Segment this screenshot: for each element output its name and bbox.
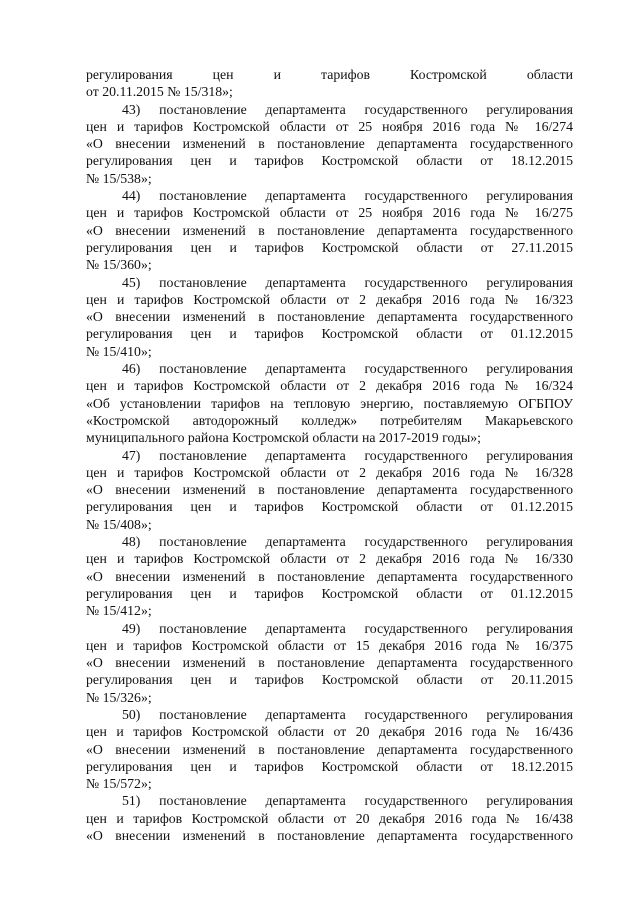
text-line: «О внесении изменений в постановление департамента государственного [86, 482, 573, 498]
text-line: цен и тарифов Костромской области от 2 декабря 2016 года № 16/330 [86, 551, 573, 567]
list-item-45 [86, 274, 573, 360]
text-line: регулирования цен и тарифов Костромской области от 18.12.2015 [86, 153, 573, 169]
list-item-50 [86, 706, 573, 792]
text-line: цен и тарифов Костромской области от 25 ноября 2016 года № 16/275 [86, 205, 573, 221]
text-line: № 15/410»; [86, 343, 152, 359]
text-line: 47) постановление департамента государственного регулирования [122, 447, 573, 463]
text-line: № 15/538»; [86, 170, 152, 186]
text-line: № 15/572»; [86, 776, 152, 792]
text-line: цен и тарифов Костромской области от 2 декабря 2016 года № 16/324 [86, 378, 573, 394]
text-line: регулирования цен и тарифов Костромской области от 18.12.2015 [86, 758, 573, 774]
text-line: регулирования цен и тарифов Костромской области от 01.12.2015 [86, 585, 573, 601]
text-line: 46) постановление департамента государственного регулирования [122, 361, 573, 377]
text-line: регулирования цен и тарифов Костромской области от 20.11.2015 [86, 672, 573, 688]
text-line: от 20.11.2015 № 15/318»; [86, 84, 233, 100]
text-line: цен и тарифов Костромской области от 15 декабря 2016 года № 16/375 [86, 637, 573, 653]
text-line: «О внесении изменений в постановление департамента государственного [86, 741, 573, 757]
text-line: «О внесении изменений в постановление департамента государственного [86, 309, 573, 325]
list-item-49 [86, 620, 573, 706]
text-line: «О внесении изменений в постановление департамента государственного [86, 828, 573, 844]
text-line: цен и тарифов Костромской области от 20 декабря 2016 года № 16/438 [86, 810, 573, 826]
text-line: регулирования цен и тарифов Костромской области от 27.11.2015 [86, 239, 573, 255]
text-line: «Костромской автодорожный колледж» потребителям Макарьевского [86, 412, 573, 428]
text-line: «О внесении изменений в постановление департамента государственного [86, 222, 573, 238]
text-line: 51) постановление департамента государственного регулирования [122, 793, 573, 809]
text-line: № 15/412»; [86, 603, 152, 619]
text-line: регулирования цен и тарифов Костромской области от 01.12.2015 [86, 499, 573, 515]
text-line: «Об установлении тарифов на тепловую энергию, поставляемую ОГБПОУ [86, 395, 573, 411]
text-line: № 15/408»; [86, 516, 152, 532]
list-item-48 [86, 533, 573, 619]
text-line: муниципального района Костромской области на 2017-2019 годы»; [86, 430, 481, 446]
text-line: «О внесении изменений в постановление департамента государственного [86, 136, 573, 152]
text-line: цен и тарифов Костромской области от 2 декабря 2016 года № 16/328 [86, 464, 573, 480]
text-line: 49) постановление департамента государственного регулирования [122, 620, 573, 636]
text-line: цен и тарифов Костромской области от 2 декабря 2016 года № 16/323 [86, 291, 573, 307]
text-line: регулирования цен и тарифов Костромской области [86, 67, 573, 82]
text-line: «О внесении изменений в постановление департамента государственного [86, 655, 573, 671]
list-item-43 [86, 101, 573, 187]
text-line: «О внесении изменений в постановление департамента государственного [86, 568, 573, 584]
text-line: 48) постановление департамента государственного регулирования [122, 534, 573, 550]
intro-paragraph [86, 66, 573, 101]
list-item-44 [86, 187, 573, 273]
text-line: цен и тарифов Костромской области от 25 ноября 2016 года № 16/274 [86, 118, 573, 134]
list-item-51 [86, 792, 573, 844]
text-line: 50) постановление департамента государственного регулирования [122, 706, 573, 722]
text-line: № 15/326»; [86, 689, 152, 705]
text-line: 43) постановление департамента государственного регулирования [122, 101, 573, 117]
text-line: 45) постановление департамента государственного регулирования [122, 274, 573, 290]
list-item-47 [86, 447, 573, 533]
text-line: цен и тарифов Костромской области от 20 декабря 2016 года № 16/436 [86, 724, 573, 740]
document-body [86, 66, 573, 844]
text-line: 44) постановление департамента государственного регулирования [122, 188, 573, 204]
text-line: № 15/360»; [86, 257, 152, 273]
text-line: регулирования цен и тарифов Костромской области от 01.12.2015 [86, 326, 573, 342]
list-item-46 [86, 360, 573, 446]
